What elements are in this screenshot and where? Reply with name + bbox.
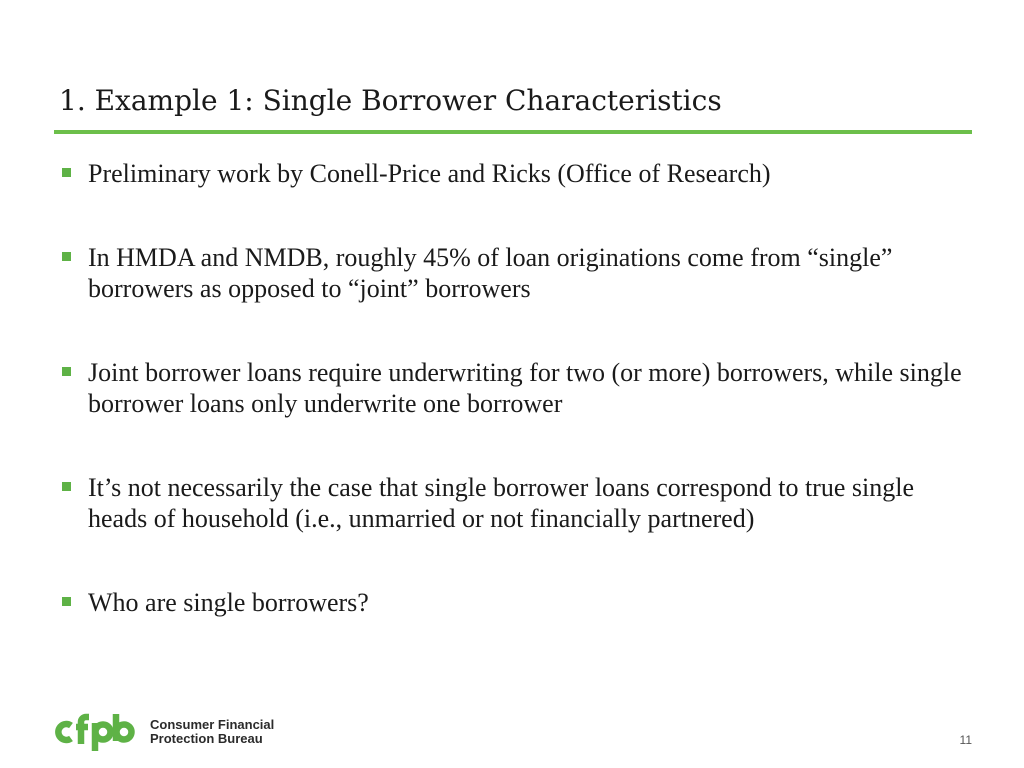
page-number: 11 — [959, 733, 972, 747]
list-item — [62, 587, 974, 618]
bullet-square-icon — [62, 597, 71, 606]
bullet-square-icon — [62, 482, 71, 491]
list-item — [62, 357, 974, 419]
slide-title: 1. Example 1: Single Borrower Characteristics — [59, 84, 722, 117]
bullet-square-icon — [62, 252, 71, 261]
org-name-line2: Protection Bureau — [150, 731, 263, 746]
bullet-text: Preliminary work by Conell-Price and Ricks (Office of Research) — [88, 159, 771, 188]
bullet-text: In HMDA and NMDB, roughly 45% of loan originations come from “single” borrowers as opposed to “joint” borrowers — [88, 243, 893, 303]
list-item — [62, 242, 974, 304]
bullet-square-icon — [62, 168, 71, 177]
cfpb-logo-icon — [54, 712, 140, 752]
cfpb-logo — [54, 712, 274, 752]
bullet-text: Who are single borrowers? — [88, 588, 369, 617]
org-name — [150, 718, 274, 746]
list-item — [62, 472, 974, 534]
title-divider — [54, 130, 972, 134]
list-item — [62, 158, 974, 189]
bullet-list — [62, 158, 974, 618]
bullet-text: It’s not necessarily the case that single borrower loans correspond to true single heads of household (i.e., unmarried or not financially partnered) — [88, 473, 914, 533]
bullet-text: Joint borrower loans require underwriting for two (or more) borrowers, while single borrower loans only underwrite one borrower — [88, 358, 962, 418]
bullet-square-icon — [62, 367, 71, 376]
org-name-line1: Consumer Financial — [150, 717, 275, 732]
